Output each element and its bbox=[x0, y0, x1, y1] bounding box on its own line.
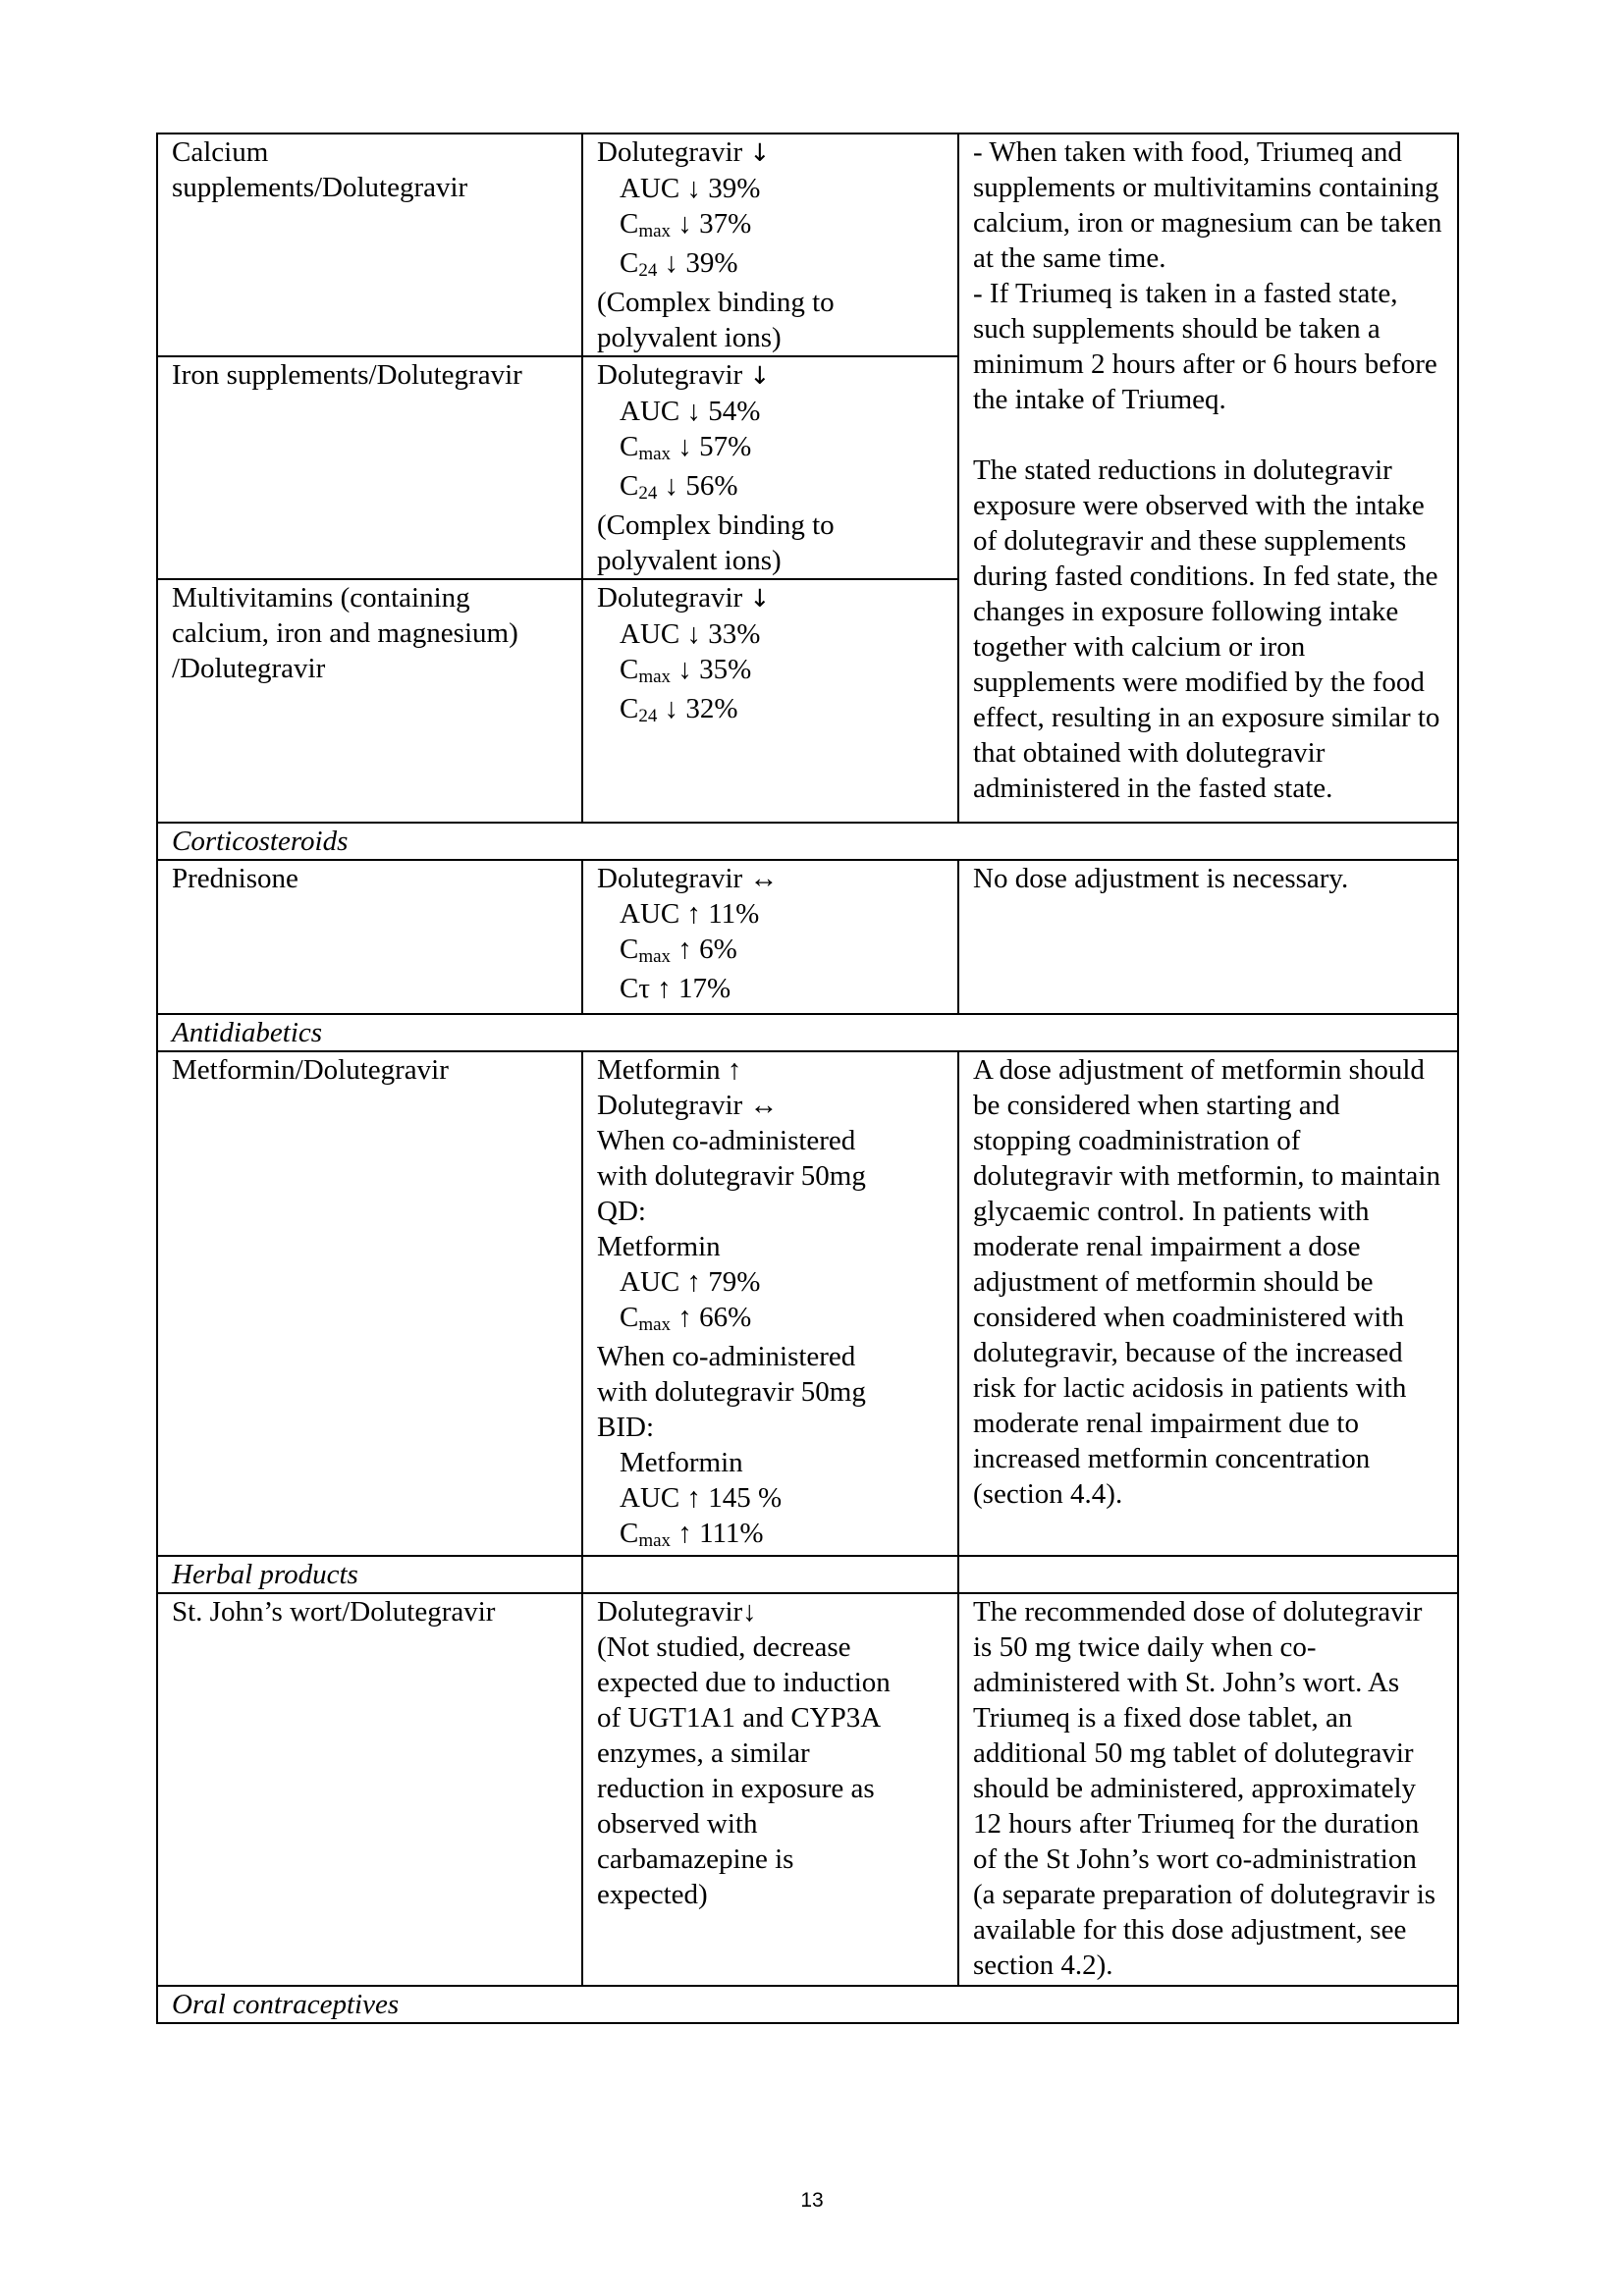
effect-cell bbox=[582, 579, 958, 823]
drug-name: Multivitamins (containing calcium, iron and magnesium) /Dolutegravir bbox=[172, 582, 518, 684]
table-row bbox=[157, 1593, 1458, 1986]
drug-cell bbox=[157, 1051, 582, 1556]
recommendation-text: The recommended dose of dolutegravir is 50 mg twice daily when co- administered with St. John’s wort. As Triumeq is a fixed dose tablet, an additional 50 mg tablet of dolutegravir should be administered, approximately 12 hours after Triumeq for the duration of the St John’s wort co-administration (a separate preparation of dolutegravir is available for this dose adjustment, see section 4.2). bbox=[973, 1596, 1436, 1981]
empty-cell bbox=[582, 1556, 958, 1593]
auc-value: AUC ↑ 79% bbox=[620, 1266, 761, 1298]
page-number: 13 bbox=[800, 2189, 824, 2212]
effect-text: Dolutegravir↓ (Not studied, decrease expected due to induction of UGT1A1 and CYP3A enzymes, a similar reduction in exposure as observed with carbamazepine is expected) bbox=[597, 1596, 891, 1910]
auc-value: AUC ↓ 54% bbox=[620, 396, 761, 427]
recommendation-text: A dose adjustment of metformin should be considered when starting and stopping coadministration of dolutegravir with metformin, to maintain glycaemic control. In patients with moderate renal impairment a dose adjustment of metformin should be considered when coadministered with dolutegravir, because of the increased risk for lactic acidosis in patients with moderate renal impairment due to increased metformin concentration (section 4.4). bbox=[973, 1054, 1440, 1510]
table-row bbox=[157, 1051, 1458, 1556]
category-row bbox=[157, 1986, 1458, 2023]
c24-value: C24 ↓ 39% bbox=[620, 247, 738, 281]
drug-cell bbox=[157, 356, 582, 579]
bid-metformin: Metformin bbox=[620, 1447, 743, 1478]
category-label: Oral contraceptives bbox=[157, 1986, 1458, 2023]
c24-value: C24 ↓ 32% bbox=[620, 693, 738, 726]
recommendation-cell bbox=[958, 1593, 1458, 1986]
cmax-value: Cmax ↓ 37% bbox=[620, 208, 752, 241]
effect-cell bbox=[582, 1593, 958, 1986]
recommendation-text: - When taken with food, Triumeq and supplements or multivitamins containing calcium, iron or magnesium can be taken at the same time. - If Triumeq is taken in a fasted state, such supplements should be taken a minimum 2 hours after or 6 hours before the intake of Triumeq. The stated reductions in dolutegravir exposure were observed with the intake of dolutegravir and these supplements during fasted conditions. In fed state, the changes in exposure following intake together with calcium or iron supplements were modified by the food effect, resulting in an exposure similar to that obtained with dolutegravir administered in the fasted state. bbox=[973, 136, 1442, 804]
drug-interactions-table bbox=[156, 133, 1459, 2024]
effect-line: Metformin ↑ bbox=[597, 1054, 742, 1086]
auc-value: AUC ↓ 39% bbox=[620, 173, 761, 204]
c24-value: C24 ↓ 56% bbox=[620, 470, 738, 504]
category-row bbox=[157, 1556, 1458, 1593]
effect-note: (Complex binding to polyvalent ions) bbox=[597, 287, 835, 353]
drug-name: Metformin/Dolutegravir bbox=[172, 1054, 449, 1086]
effect-cell bbox=[582, 1051, 958, 1556]
category-row bbox=[157, 823, 1458, 860]
drug-cell bbox=[157, 1593, 582, 1986]
effect-cell bbox=[582, 356, 958, 579]
drug-name: Iron supplements/Dolutegravir bbox=[172, 359, 522, 391]
category-row bbox=[157, 1014, 1458, 1051]
drug-name: Calcium supplements/Dolutegravir bbox=[172, 136, 468, 203]
table-row bbox=[157, 860, 1458, 1014]
effect-head: Dolutegravir ↔ bbox=[597, 863, 779, 894]
effect-cell bbox=[582, 860, 958, 1014]
effect-head: Dolutegravir ↓ bbox=[597, 136, 771, 168]
effect-head: Dolutegravir ↓ bbox=[597, 582, 771, 614]
recommendation-cell bbox=[958, 860, 1458, 1014]
category-label: Herbal products bbox=[157, 1556, 582, 1593]
auc-value: AUC ↓ 33% bbox=[620, 618, 761, 650]
drug-cell bbox=[157, 579, 582, 823]
qd-text: When co-administered with dolutegravir 50mg QD: Metformin bbox=[597, 1125, 866, 1262]
drug-name: St. John’s wort/Dolutegravir bbox=[172, 1596, 496, 1628]
drug-cell bbox=[157, 133, 582, 356]
effect-note: (Complex binding to polyvalent ions) bbox=[597, 509, 835, 576]
cmax-value: Cmax ↓ 57% bbox=[620, 431, 752, 464]
table-row bbox=[157, 133, 1458, 356]
bid-text: When co-administered with dolutegravir 50mg BID: bbox=[597, 1341, 866, 1443]
effect-cell bbox=[582, 133, 958, 356]
cmax-value: Cmax ↑ 66% bbox=[620, 1302, 752, 1335]
auc-value: AUC ↑ 11% bbox=[620, 898, 760, 930]
category-label: Antidiabetics bbox=[157, 1014, 1458, 1051]
cmax-value: Cmax ↑ 6% bbox=[620, 934, 737, 967]
drug-cell bbox=[157, 860, 582, 1014]
empty-cell bbox=[958, 1556, 1458, 1593]
recommendation-text: No dose adjustment is necessary. bbox=[973, 863, 1349, 894]
effect-line: Dolutegravir ↔ bbox=[597, 1090, 779, 1121]
recommendation-cell bbox=[958, 133, 1458, 823]
cmax-value: Cmax ↑ 111% bbox=[620, 1518, 764, 1551]
drug-name: Prednisone bbox=[172, 863, 298, 894]
auc-value: AUC ↑ 145 % bbox=[620, 1482, 783, 1514]
category-label: Corticosteroids bbox=[157, 823, 1458, 860]
recommendation-cell bbox=[958, 1051, 1458, 1556]
ctau-value: Cτ ↑ 17% bbox=[620, 973, 731, 1004]
cmax-value: Cmax ↓ 35% bbox=[620, 654, 752, 687]
effect-head: Dolutegravir ↓ bbox=[597, 359, 771, 391]
